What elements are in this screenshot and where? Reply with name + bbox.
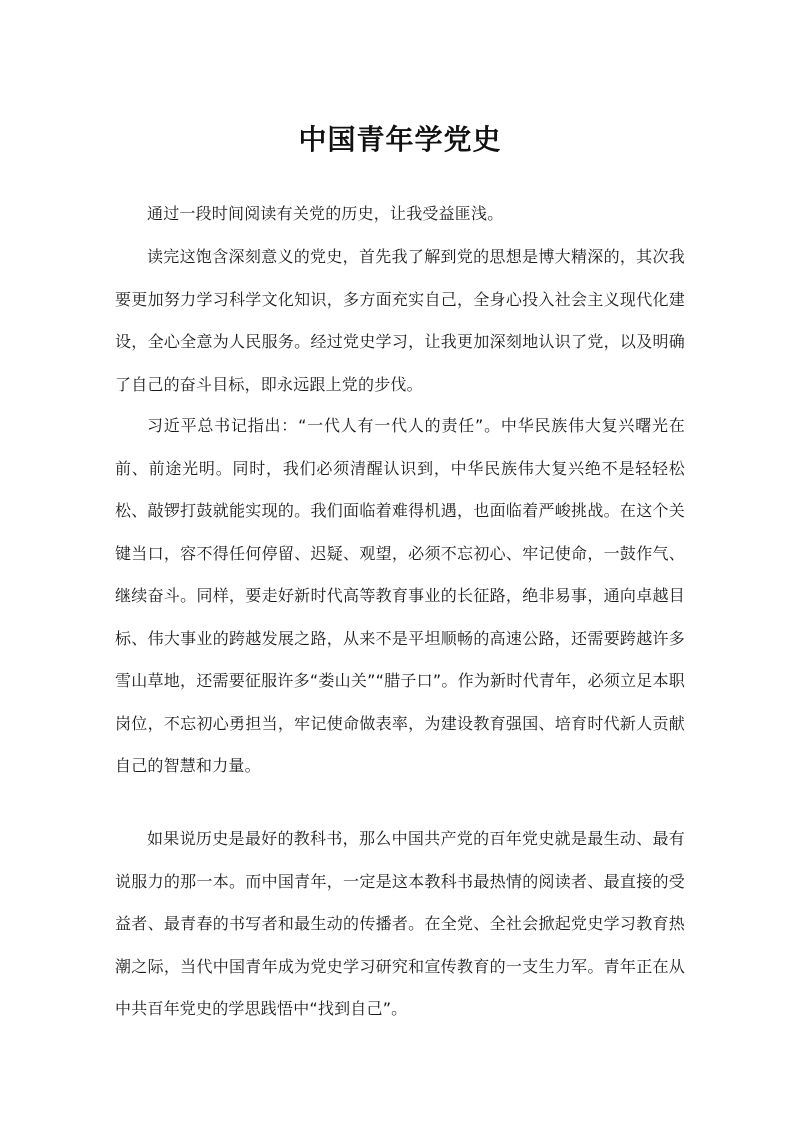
paragraph-2: 读完这饱含深刻意义的党史，首先我了解到党的思想是博大精深的，其次我要更加努力学习科学文化知识，多方面充实自己，全身心投入社会主义现代化建设，全心全意为人民服务。经过党史学习，让我更加深刻地认识了党，以及明确了自己的奋斗目标，即永远跟上党的步伐。 bbox=[115, 247, 685, 394]
paragraph-block-2 bbox=[115, 236, 685, 406]
paragraph-1: 通过一段时间阅读有关党的历史，让我受益匪浅。 bbox=[147, 204, 504, 223]
paragraph-3: 习近平总书记指出：“一代人有一代人的责任”。中华民族伟大复兴曙光在前、前途光明。同时，我们必须清醒认识到，中华民族伟大复兴绝不是轻轻松松、敲锣打鼓就能实现的。我们面临着难得机遇，也面临着严峻挑战。在这个关键当口，容不得任何停留、迟疑、观望，必须不忘初心、牢记使命，一鼓作气、继续奋斗。同样，要走好新时代高等教育事业的长征路，绝非易事，通向卓越目标、伟大事业的跨越发展之路，从来不是平坦顺畅的高速公路，还需要跨越许多雪山草地，还需要征服许多“娄山关”“腊子口”。作为新时代青年，必须立足本职岗位，不忘初心勇担当，牢记使命做表率，为建设教育强国、培育时代新人贡献自己的智慧和力量。 bbox=[115, 416, 685, 775]
paragraph-block-4 bbox=[115, 818, 685, 1031]
paragraph-4: 如果说历史是最好的教科书，那么中国共产党的百年党史就是最生动、最有说服力的那一本。而中国青年，一定是这本教科书最热情的阅读者、最直接的受益者、最青春的书写者和最生动的传播者。在全党、全社会掀起党史学习教育热潮之际，当代中国青年成为党史学习研究和宣传教育的一支生力军。青年正在从中共百年党史的学思践悟中“找到自己”。 bbox=[115, 829, 685, 1018]
paragraph-block-3 bbox=[115, 405, 685, 788]
paragraph-block-1 bbox=[115, 193, 685, 236]
page-title: 中国青年学党史 bbox=[298, 122, 502, 156]
